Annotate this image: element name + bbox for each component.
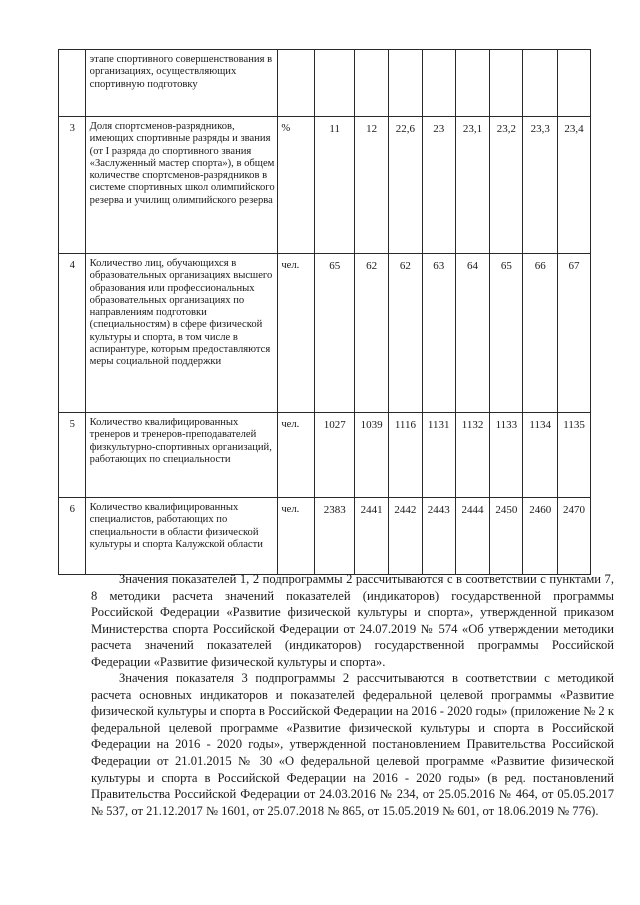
value-cell: 1116 bbox=[389, 413, 423, 498]
row-number: 4 bbox=[59, 254, 86, 413]
value-cell: 1132 bbox=[455, 413, 490, 498]
unit-cell: % bbox=[278, 117, 315, 254]
value-cell: 1133 bbox=[490, 413, 523, 498]
unit-cell: чел. bbox=[278, 254, 315, 413]
indicator-description: этапе спортивного совершенствования в организациях, осуществляющих спортивную подготовку bbox=[85, 50, 278, 117]
row-number: 3 bbox=[59, 117, 86, 254]
value-cell: 23,2 bbox=[490, 117, 523, 254]
value-cell: 64 bbox=[455, 254, 490, 413]
paragraph-methodology-2: Значения показателя 3 подпрограммы 2 рассчитываются в соответствии с методикой расчета основных индикаторов и показателей федеральной целевой программы «Развитие физической культуры и спорта в Российской Федерации на 2016 - 2020 годы» (приложение № 2 к федеральной целевой программе «Развитие физической культуры и спорта в Российской Федерации на 2016 - 2020 годы», утвержденной постановлением Правительства Российской Федерации от 21.01.2015 № 30 «О федеральной целевой программе «Развитие физической культуры и спорта в Российской Федерации на 2016 - 2020 годы» (в ред. постановлений Правительства Российской Федерации от 24.03.2016 № 234, от 25.05.2016 № 464, от 05.05.2017 № 537, от 21.12.2017 № 1601, от 25.07.2018 № 865, от 15.05.2019 № 601, от 18.06.2019 № 776). bbox=[91, 671, 614, 818]
value-cell: 2444 bbox=[455, 498, 490, 575]
value-cell: 11 bbox=[315, 117, 355, 254]
value-cell: 65 bbox=[315, 254, 355, 413]
value-cell: 2383 bbox=[315, 498, 355, 575]
table-row bbox=[59, 498, 591, 575]
value-cell: 22,6 bbox=[389, 117, 423, 254]
value-cell: 2443 bbox=[422, 498, 455, 575]
indicator-description: Количество лиц, обучающихся в образовательных организациях высшего образования или профессиональных образовательных организациях по направлениям подготовки (специальностям) в сфере физической культуры и спорта, в том числе в аспирантуре, которым предоставляются меры социальной поддержки bbox=[85, 254, 278, 413]
value-cell: 1134 bbox=[523, 413, 558, 498]
value-cell: 1135 bbox=[558, 413, 591, 498]
indicator-description: Количество квалифицированных тренеров и тренеров-преподавателей физкультурно-спортивных организаций, работающих по специальности bbox=[85, 413, 278, 498]
value-cell bbox=[422, 50, 455, 117]
value-cell: 66 bbox=[523, 254, 558, 413]
value-cell: 62 bbox=[355, 254, 389, 413]
value-cell bbox=[455, 50, 490, 117]
row-number: 6 bbox=[59, 498, 86, 575]
table-row bbox=[59, 117, 591, 254]
value-cell bbox=[523, 50, 558, 117]
table-row bbox=[59, 50, 591, 117]
unit-cell: чел. bbox=[278, 498, 315, 575]
value-cell: 2442 bbox=[389, 498, 423, 575]
unit-cell: чел. bbox=[278, 413, 315, 498]
value-cell: 2470 bbox=[558, 498, 591, 575]
paragraph-methodology-1: Значения показателей 1, 2 подпрограммы 2 рассчитываются с в соответствии с пунктами 7, 8 методики расчета значений показателей (индикаторов) государственной программы Российской Федерации «Развитие физической культуры и спорта», утвержденной приказом Министерства спорта Российской Федерации от 24.07.2019 № 574 «Об утверждении методики расчета значений показателей (индикаторов) государственной программы Российской Федерации «Развитие физической культуры и спорта». bbox=[91, 572, 614, 669]
table-row bbox=[59, 413, 591, 498]
value-cell: 23 bbox=[422, 117, 455, 254]
table-row bbox=[59, 254, 591, 413]
value-cell: 12 bbox=[355, 117, 389, 254]
indicator-description: Количество квалифицированных специалистов, работающих по специальности в области физической культуры и спорта Калужской области bbox=[85, 498, 278, 575]
unit-cell bbox=[278, 50, 315, 117]
value-cell bbox=[558, 50, 591, 117]
value-cell bbox=[315, 50, 355, 117]
value-cell: 1039 bbox=[355, 413, 389, 498]
indicator-description: Доля спортсменов-разрядников, имеющих спортивные разряды и звания (от I разряда до спортивного звания «Заслуженный мастер спорта»), в общем количестве спортсменов-разрядников в системе спортивных школ олимпийского резерва и училищ олимпийского резерва bbox=[85, 117, 278, 254]
value-cell bbox=[490, 50, 523, 117]
row-number bbox=[59, 50, 86, 117]
value-cell: 2450 bbox=[490, 498, 523, 575]
value-cell: 62 bbox=[389, 254, 423, 413]
value-cell: 1027 bbox=[315, 413, 355, 498]
value-cell bbox=[389, 50, 423, 117]
value-cell: 2460 bbox=[523, 498, 558, 575]
value-cell bbox=[355, 50, 389, 117]
indicators-table bbox=[58, 49, 591, 575]
value-cell: 63 bbox=[422, 254, 455, 413]
value-cell: 65 bbox=[490, 254, 523, 413]
value-cell: 2441 bbox=[355, 498, 389, 575]
row-number: 5 bbox=[59, 413, 86, 498]
value-cell: 67 bbox=[558, 254, 591, 413]
value-cell: 23,4 bbox=[558, 117, 591, 254]
value-cell: 23,1 bbox=[455, 117, 490, 254]
value-cell: 23,3 bbox=[523, 117, 558, 254]
value-cell: 1131 bbox=[422, 413, 455, 498]
